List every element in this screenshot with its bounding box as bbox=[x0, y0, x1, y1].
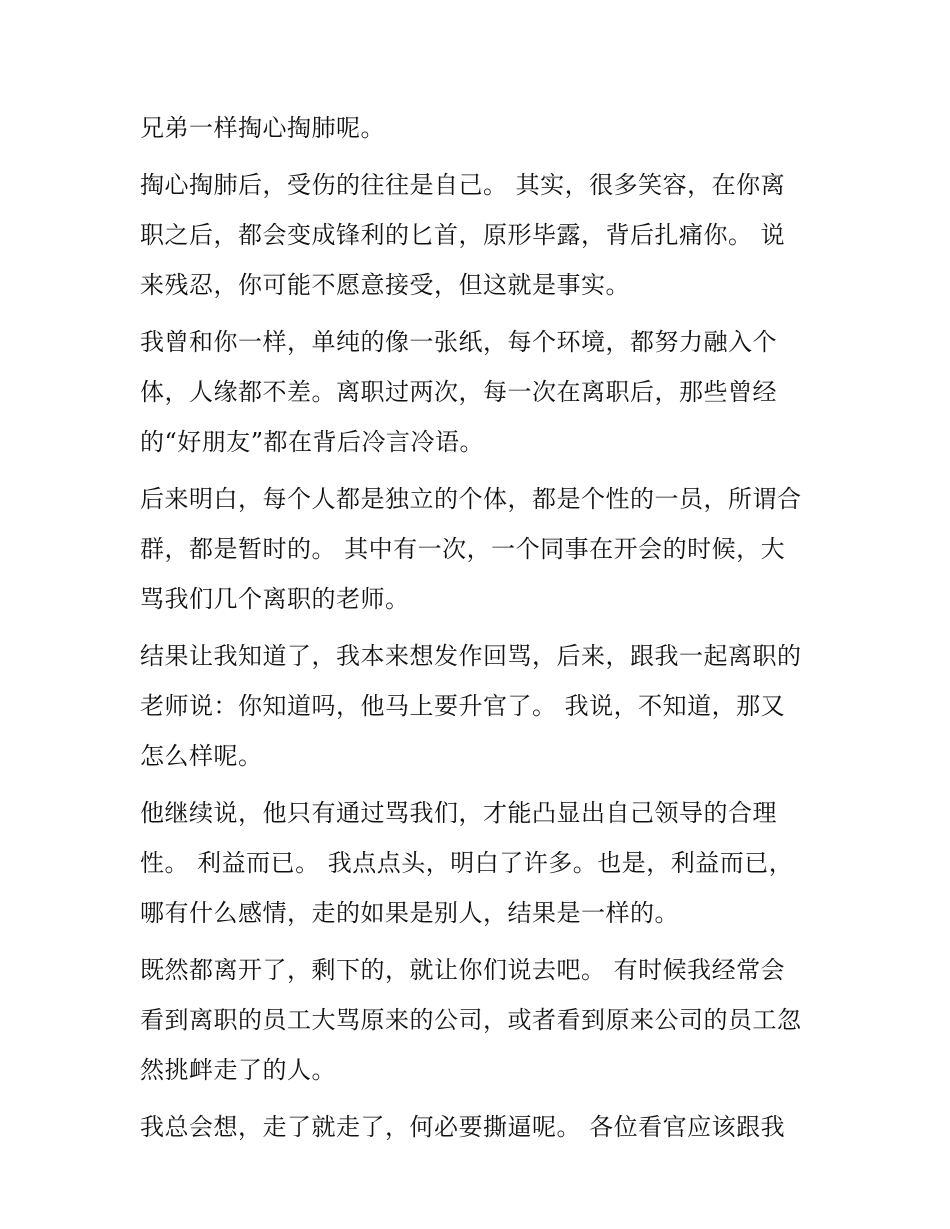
text-line: 群，都是暂时的。 其中有一次，一个同事在开会的时候，大 bbox=[140, 535, 786, 563]
text-line: 掏心掏肺后，受伤的往往是自己。 其实，很多笑容，在你离 bbox=[140, 171, 786, 199]
text-line: 后来明白，每个人都是独立的个体，都是个性的一员，所谓合 bbox=[140, 485, 802, 513]
text-line: 我总会想，走了就走了，何必要撕逼呢。 各位看官应该跟我 bbox=[140, 1113, 786, 1141]
text-line: 结果让我知道了，我本来想发作回骂，后来，跟我一起离职的 bbox=[140, 642, 802, 670]
text-line: 来残忍，你可能不愿意接受，但这就是事实。 bbox=[140, 271, 630, 299]
text-line: 职之后，都会变成锋利的匕首，原形毕露，背后扎痛你。 说 bbox=[140, 221, 786, 249]
document-body bbox=[140, 103, 830, 1152]
text-line: 哪有什么感情，走的如果是别人，结果是一样的。 bbox=[140, 899, 679, 927]
text-line: 既然都离开了，剩下的，就让你们说去吧。 有时候我经常会 bbox=[140, 956, 786, 984]
text-line: 骂我们几个离职的老师。 bbox=[140, 585, 410, 613]
text-line: 体，人缘都不差。离职过两次，每一次在离职后，那些曾经 bbox=[140, 378, 777, 406]
text-line: 看到离职的员工大骂原来的公司，或者看到原来公司的员工忽 bbox=[140, 1006, 802, 1034]
text-line: 兄弟一样掏心掏肺呢。 bbox=[140, 114, 385, 142]
text-line: 的“好朋友”都在背后冷言冷语。 bbox=[140, 428, 485, 456]
text-line: 他继续说，他只有通过骂我们，才能凸显出自己领导的合理 bbox=[140, 799, 777, 827]
text-line: 老师说：你知道吗，他马上要升官了。 我说，不知道，那又 bbox=[140, 692, 786, 720]
text-line: 性。 利益而已。 我点点头，明白了许多。也是，利益而已， bbox=[140, 849, 794, 877]
text-line: 我曾和你一样，单纯的像一张纸，每个环境，都努力融入个 bbox=[140, 328, 777, 356]
text-line: 怎么样呢。 bbox=[140, 742, 263, 770]
text-line: 然挑衅走了的人。 bbox=[140, 1056, 336, 1084]
